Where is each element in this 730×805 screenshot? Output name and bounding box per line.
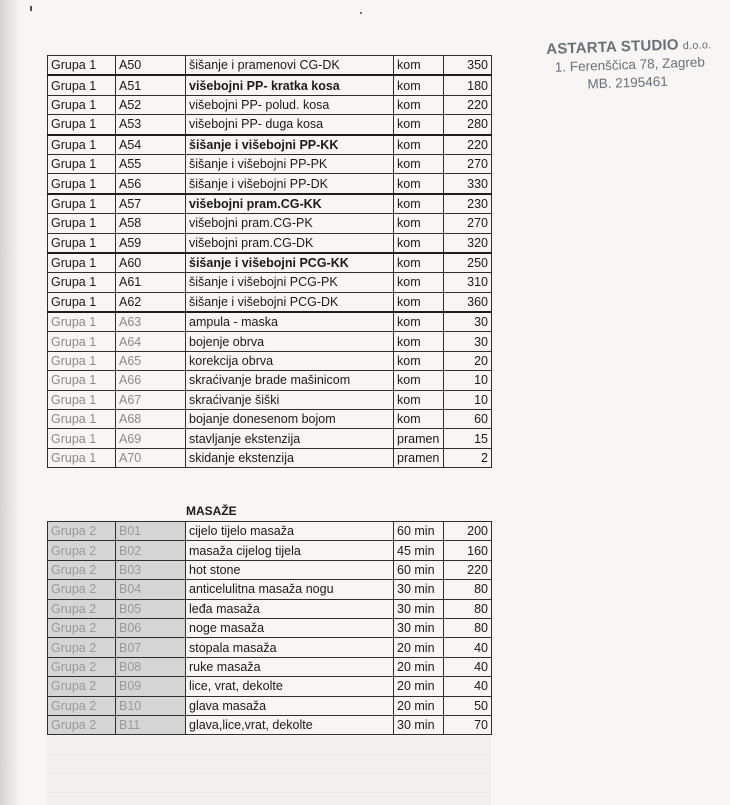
cell-group: Grupa 1: [48, 135, 116, 155]
cell-code: A60: [116, 253, 186, 273]
table-row: [48, 410, 492, 429]
scan-speck: [30, 6, 32, 11]
cell-group: Grupa 1: [48, 154, 116, 173]
cell-code: A61: [116, 273, 186, 292]
cell-service: glava,lice,vrat, dekolte: [186, 715, 394, 734]
cell-service: višebojni PP- duga kosa: [186, 115, 394, 135]
cell-code: A53: [116, 115, 186, 135]
cell-price: 80: [444, 580, 492, 599]
table-row: [48, 715, 492, 734]
cell-code: B11: [116, 715, 186, 734]
cell-price: 220: [444, 95, 492, 114]
cell-group: Grupa 1: [48, 410, 116, 429]
cell-code: A56: [116, 174, 186, 194]
cell-unit: kom: [394, 253, 444, 273]
cell-code: A66: [116, 371, 186, 390]
cell-service: šišanje i višebojni PCG-DK: [186, 292, 394, 312]
stamp-company-suffix: d.o.o.: [682, 39, 712, 53]
cell-price: 280: [444, 115, 492, 135]
table-row: [48, 580, 492, 599]
cell-code: B01: [116, 522, 186, 541]
cell-price: 70: [444, 715, 492, 734]
cell-code: A52: [116, 95, 186, 114]
cell-group: Grupa 1: [48, 115, 116, 135]
table-row: [48, 429, 492, 448]
cell-service: stopala masaža: [186, 638, 394, 657]
cell-unit: kom: [394, 174, 444, 194]
faint-bleed-through-rows: [47, 736, 491, 805]
table-row: [48, 312, 492, 332]
cell-service: ampula - maska: [186, 312, 394, 332]
cell-price: 2: [444, 448, 492, 467]
cell-unit: 60 min: [394, 522, 444, 541]
cell-code: A57: [116, 194, 186, 214]
cell-service: višebojni pram.CG-PK: [186, 214, 394, 233]
cell-group: Grupa 2: [48, 580, 116, 599]
cell-code: B03: [116, 560, 186, 579]
cell-service: višebojni PP- polud. kosa: [186, 95, 394, 114]
cell-group: Grupa 1: [48, 174, 116, 194]
cell-unit: kom: [394, 410, 444, 429]
price-table-group-1-body: [48, 56, 492, 468]
cell-unit: kom: [394, 371, 444, 390]
cell-unit: 20 min: [394, 677, 444, 696]
cell-price: 80: [444, 599, 492, 618]
cell-service: masaža cijelog tijela: [186, 541, 394, 560]
price-table-group-2: [47, 521, 492, 735]
cell-unit: kom: [394, 233, 444, 253]
cell-service: hot stone: [186, 560, 394, 579]
cell-group: Grupa 1: [48, 312, 116, 332]
cell-unit: kom: [394, 332, 444, 351]
cell-service: skraćivanje brade mašinicom: [186, 371, 394, 390]
cell-price: 60: [444, 410, 492, 429]
stamp-address: 1. Ferenščica 78, Zagreb: [554, 54, 706, 75]
table-row: [48, 677, 492, 696]
table-row: [48, 135, 492, 155]
cell-service: šišanje i višebojni PP-PK: [186, 154, 394, 173]
cell-code: B02: [116, 541, 186, 560]
cell-group: Grupa 1: [48, 371, 116, 390]
cell-code: A65: [116, 351, 186, 370]
cell-group: Grupa 2: [48, 522, 116, 541]
cell-service: bojenje obrva: [186, 332, 394, 351]
cell-service: višebojni pram.CG-KK: [186, 194, 394, 214]
cell-code: B10: [116, 696, 186, 715]
cell-service: anticelulitna masaža nogu: [186, 580, 394, 599]
table-row: [48, 292, 492, 312]
table-row: [48, 522, 492, 541]
table-row: [48, 657, 492, 676]
table-row: [48, 174, 492, 194]
cell-price: 320: [444, 233, 492, 253]
cell-unit: 30 min: [394, 580, 444, 599]
cell-group: Grupa 2: [48, 715, 116, 734]
cell-group: Grupa 2: [48, 677, 116, 696]
cell-group: Grupa 2: [48, 696, 116, 715]
cell-code: B04: [116, 580, 186, 599]
section-title-masaze: MASAŽE: [186, 504, 237, 518]
cell-unit: pramen: [394, 448, 444, 467]
cell-service: cijelo tijelo masaža: [186, 522, 394, 541]
stamp-registration-number: MB. 2195461: [587, 73, 669, 92]
cell-unit: 30 min: [394, 715, 444, 734]
cell-group: Grupa 1: [48, 448, 116, 467]
cell-code: B05: [116, 599, 186, 618]
cell-group: Grupa 1: [48, 390, 116, 409]
company-stamp: [546, 36, 726, 92]
table-row: [48, 332, 492, 351]
cell-unit: 45 min: [394, 541, 444, 560]
cell-code: A64: [116, 332, 186, 351]
cell-group: Grupa 2: [48, 638, 116, 657]
cell-group: Grupa 1: [48, 56, 116, 76]
cell-price: 270: [444, 214, 492, 233]
cell-price: 270: [444, 154, 492, 173]
cell-unit: kom: [394, 351, 444, 370]
table-row: [48, 115, 492, 135]
cell-code: B08: [116, 657, 186, 676]
cell-price: 50: [444, 696, 492, 715]
cell-code: A51: [116, 75, 186, 95]
cell-service: šišanje i višebojni PP-KK: [186, 135, 394, 155]
table-row: [48, 194, 492, 214]
cell-code: A69: [116, 429, 186, 448]
cell-service: korekcija obrva: [186, 351, 394, 370]
cell-code: A67: [116, 390, 186, 409]
cell-code: B07: [116, 638, 186, 657]
cell-group: Grupa 1: [48, 351, 116, 370]
cell-group: Grupa 2: [48, 560, 116, 579]
table-row: [48, 351, 492, 370]
cell-service: ruke masaža: [186, 657, 394, 676]
table-row: [48, 638, 492, 657]
table-row: [48, 233, 492, 253]
cell-unit: kom: [394, 95, 444, 114]
cell-service: šišanje i višebojni PCG-KK: [186, 253, 394, 273]
cell-code: A58: [116, 214, 186, 233]
cell-code: A68: [116, 410, 186, 429]
cell-service: stavljanje ekstenzija: [186, 429, 394, 448]
cell-price: 80: [444, 618, 492, 637]
cell-price: 30: [444, 332, 492, 351]
table-row: [48, 371, 492, 390]
cell-price: 330: [444, 174, 492, 194]
table-row: [48, 448, 492, 467]
cell-unit: kom: [394, 273, 444, 292]
table-row: [48, 599, 492, 618]
table-row: [48, 696, 492, 715]
table-row: [48, 154, 492, 173]
cell-code: A62: [116, 292, 186, 312]
cell-unit: 20 min: [394, 657, 444, 676]
cell-price: 360: [444, 292, 492, 312]
cell-service: lice, vrat, dekolte: [186, 677, 394, 696]
cell-group: Grupa 1: [48, 273, 116, 292]
cell-unit: kom: [394, 390, 444, 409]
table-row: [48, 214, 492, 233]
cell-code: A54: [116, 135, 186, 155]
cell-price: 180: [444, 75, 492, 95]
cell-group: Grupa 1: [48, 233, 116, 253]
cell-group: Grupa 1: [48, 194, 116, 214]
cell-service: bojanje donesenom bojom: [186, 410, 394, 429]
table-row: [48, 560, 492, 579]
cell-unit: 60 min: [394, 560, 444, 579]
cell-unit: 30 min: [394, 618, 444, 637]
price-table-group-1: [47, 55, 492, 468]
cell-unit: kom: [394, 154, 444, 173]
cell-price: 40: [444, 638, 492, 657]
cell-group: Grupa 2: [48, 541, 116, 560]
cell-service: noge masaža: [186, 618, 394, 637]
cell-group: Grupa 1: [48, 214, 116, 233]
cell-code: B09: [116, 677, 186, 696]
cell-price: 310: [444, 273, 492, 292]
cell-group: Grupa 1: [48, 429, 116, 448]
table-row: [48, 56, 492, 76]
cell-price: 220: [444, 135, 492, 155]
cell-service: skidanje ekstenzija: [186, 448, 394, 467]
cell-service: skraćivanje šiški: [186, 390, 394, 409]
cell-code: A50: [116, 56, 186, 76]
cell-group: Grupa 1: [48, 253, 116, 273]
cell-unit: kom: [394, 56, 444, 76]
cell-group: Grupa 2: [48, 618, 116, 637]
table-row: [48, 390, 492, 409]
cell-unit: 20 min: [394, 696, 444, 715]
price-table-group-2-body: [48, 522, 492, 735]
cell-price: 40: [444, 677, 492, 696]
table-row: [48, 541, 492, 560]
cell-group: Grupa 1: [48, 292, 116, 312]
cell-group: Grupa 1: [48, 332, 116, 351]
table-row: [48, 273, 492, 292]
cell-group: Grupa 1: [48, 75, 116, 95]
cell-price: 230: [444, 194, 492, 214]
cell-unit: kom: [394, 194, 444, 214]
cell-price: 10: [444, 390, 492, 409]
cell-unit: kom: [394, 135, 444, 155]
table-row: [48, 253, 492, 273]
cell-price: 30: [444, 312, 492, 332]
cell-unit: kom: [394, 312, 444, 332]
cell-price: 15: [444, 429, 492, 448]
cell-price: 40: [444, 657, 492, 676]
cell-code: A70: [116, 448, 186, 467]
cell-unit: 20 min: [394, 638, 444, 657]
cell-group: Grupa 2: [48, 599, 116, 618]
table-row: [48, 618, 492, 637]
cell-service: glava masaža: [186, 696, 394, 715]
cell-unit: pramen: [394, 429, 444, 448]
cell-code: B06: [116, 618, 186, 637]
cell-code: A59: [116, 233, 186, 253]
cell-unit: kom: [394, 292, 444, 312]
table-row: [48, 95, 492, 114]
cell-service: leđa masaža: [186, 599, 394, 618]
cell-price: 20: [444, 351, 492, 370]
page-edge-shadow: [0, 0, 20, 805]
cell-service: višebojni PP- kratka kosa: [186, 75, 394, 95]
table-row: [48, 75, 492, 95]
scan-speck: [360, 12, 362, 14]
cell-service: višebojni pram.CG-DK: [186, 233, 394, 253]
cell-service: šišanje i višebojni PP-DK: [186, 174, 394, 194]
cell-price: 220: [444, 560, 492, 579]
cell-service: šišanje i višebojni PCG-PK: [186, 273, 394, 292]
cell-price: 160: [444, 541, 492, 560]
cell-group: Grupa 2: [48, 657, 116, 676]
cell-group: Grupa 1: [48, 95, 116, 114]
cell-unit: kom: [394, 214, 444, 233]
cell-unit: 30 min: [394, 599, 444, 618]
cell-price: 350: [444, 56, 492, 76]
cell-unit: kom: [394, 115, 444, 135]
cell-price: 200: [444, 522, 492, 541]
cell-unit: kom: [394, 75, 444, 95]
cell-code: A55: [116, 154, 186, 173]
cell-price: 10: [444, 371, 492, 390]
stamp-company-name: ASTARTA STUDIO: [545, 36, 679, 58]
cell-service: šišanje i pramenovi CG-DK: [186, 56, 394, 76]
cell-price: 250: [444, 253, 492, 273]
cell-code: A63: [116, 312, 186, 332]
